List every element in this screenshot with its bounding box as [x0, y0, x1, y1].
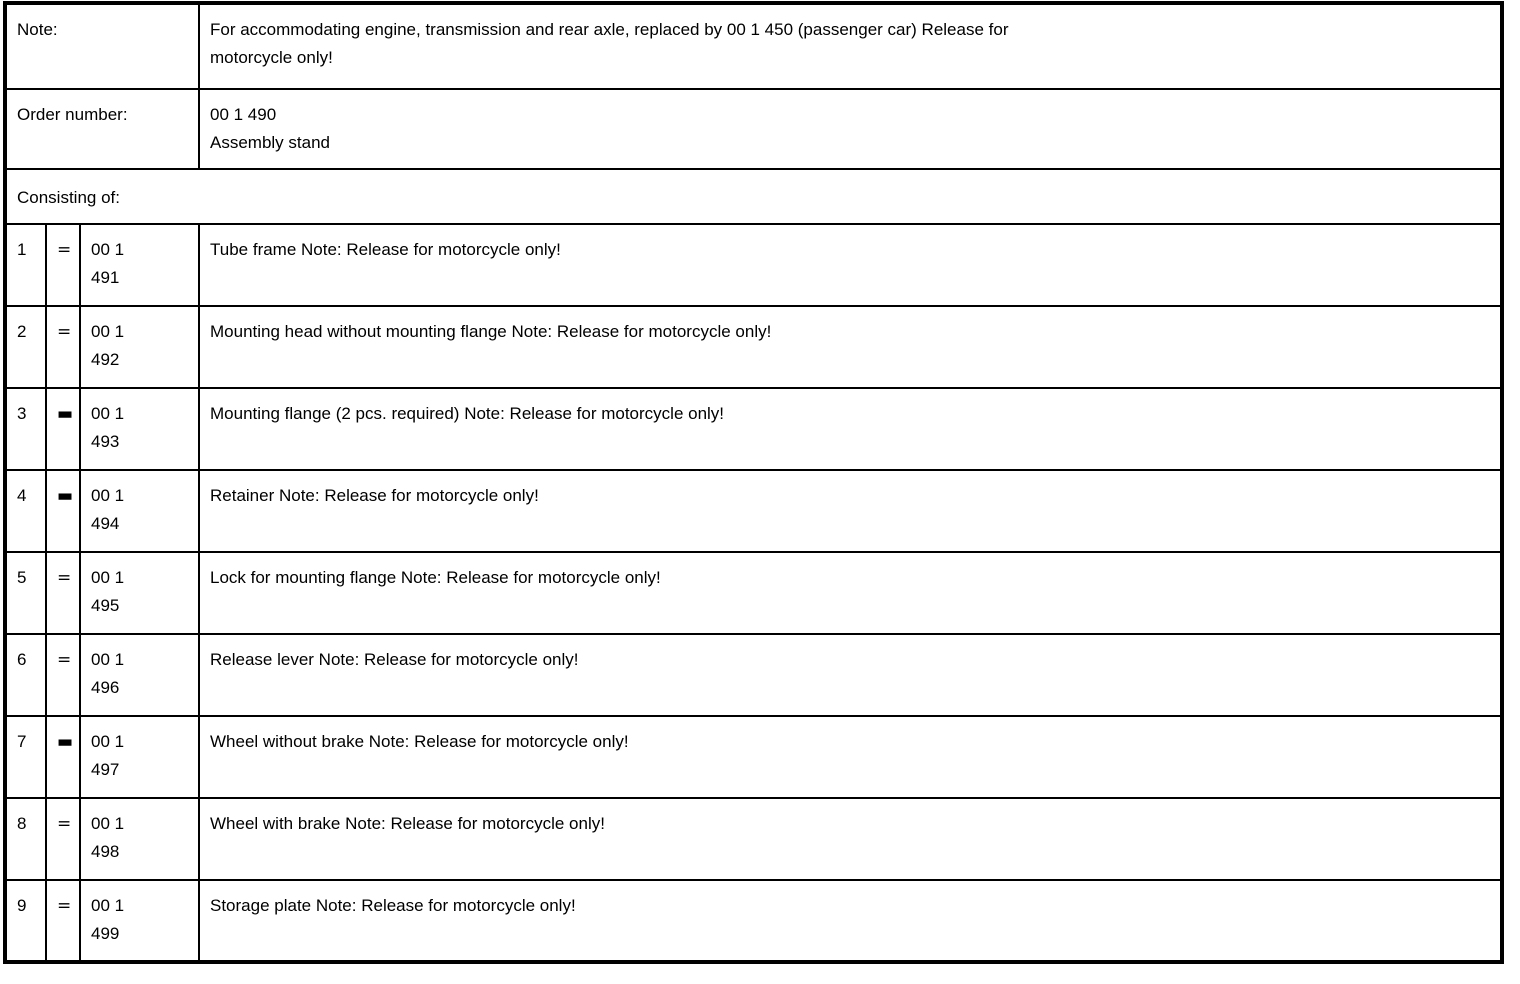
- item-number: 9: [5, 880, 46, 962]
- item-row: [5, 388, 1502, 470]
- item-equals-symbol: =: [46, 798, 80, 880]
- item-equals-symbol: =: [46, 880, 80, 962]
- item-part-number-line-2: 496: [91, 678, 120, 697]
- item-part-number-line-2: 494: [91, 514, 120, 533]
- note-content-line-2: motorcycle only!: [210, 48, 333, 67]
- item-row: [5, 552, 1502, 634]
- order-number-value: 00 1 490: [210, 105, 277, 124]
- item-part-number-line-2: 495: [91, 596, 120, 615]
- item-part-number-line-1: 00 1: [91, 322, 125, 341]
- consisting-header-row: [5, 169, 1502, 224]
- item-description: Lock for mounting flange Note: Release for motorcycle only!: [199, 552, 1502, 634]
- order-number-content: [199, 89, 1502, 169]
- item-row: [5, 798, 1502, 880]
- order-number-row: [5, 89, 1502, 169]
- item-equals-symbol: =: [46, 552, 80, 634]
- item-row: [5, 880, 1502, 962]
- item-number: 6: [5, 634, 46, 716]
- note-label: Note:: [5, 3, 199, 89]
- item-description: Wheel with brake Note: Release for motorcycle only!: [199, 798, 1502, 880]
- item-part-number-line-1: 00 1: [91, 486, 125, 505]
- item-equals-symbol: ▬: [46, 716, 80, 798]
- item-number: 5: [5, 552, 46, 634]
- item-description: Storage plate Note: Release for motorcycle only!: [199, 880, 1502, 962]
- item-part-number: [80, 224, 199, 306]
- parts-table-wrapper: [3, 1, 1504, 964]
- item-part-number: [80, 716, 199, 798]
- item-part-number-line-1: 00 1: [91, 568, 125, 587]
- item-part-number-line-1: 00 1: [91, 732, 125, 751]
- item-part-number-line-2: 491: [91, 268, 120, 287]
- item-description: Mounting flange (2 pcs. required) Note: Release for motorcycle only!: [199, 388, 1502, 470]
- item-number: 7: [5, 716, 46, 798]
- parts-table: [3, 1, 1504, 964]
- order-number-label: Order number:: [5, 89, 199, 169]
- item-description: Retainer Note: Release for motorcycle only!: [199, 470, 1502, 552]
- item-equals-symbol: =: [46, 634, 80, 716]
- item-part-number: [80, 388, 199, 470]
- consisting-header: Consisting of:: [5, 169, 1502, 224]
- item-row: [5, 634, 1502, 716]
- item-part-number-line-1: 00 1: [91, 814, 125, 833]
- item-part-number: [80, 470, 199, 552]
- item-part-number-line-2: 493: [91, 432, 120, 451]
- item-number: 2: [5, 306, 46, 388]
- note-content-line-1: For accommodating engine, transmission and rear axle, replaced by 00 1 450 (passenger car) Release for: [210, 20, 1009, 39]
- item-number: 8: [5, 798, 46, 880]
- item-number: 3: [5, 388, 46, 470]
- item-part-number: [80, 634, 199, 716]
- items-body: [5, 224, 1502, 962]
- item-description: Tube frame Note: Release for motorcycle only!: [199, 224, 1502, 306]
- order-item-name: Assembly stand: [210, 133, 330, 152]
- item-part-number: [80, 880, 199, 962]
- item-equals-symbol: ▬: [46, 470, 80, 552]
- item-part-number-line-2: 497: [91, 760, 120, 779]
- item-number: 4: [5, 470, 46, 552]
- item-row: [5, 470, 1502, 552]
- item-number: 1: [5, 224, 46, 306]
- item-equals-symbol: ▬: [46, 388, 80, 470]
- note-row: [5, 3, 1502, 89]
- item-part-number-line-1: 00 1: [91, 404, 125, 423]
- item-part-number-line-2: 492: [91, 350, 120, 369]
- item-part-number-line-1: 00 1: [91, 240, 125, 259]
- item-part-number-line-1: 00 1: [91, 896, 125, 915]
- item-part-number-line-1: 00 1: [91, 650, 125, 669]
- item-part-number: [80, 552, 199, 634]
- item-description: Wheel without brake Note: Release for motorcycle only!: [199, 716, 1502, 798]
- item-equals-symbol: =: [46, 224, 80, 306]
- item-part-number-line-2: 499: [91, 924, 120, 943]
- item-part-number-line-2: 498: [91, 842, 120, 861]
- item-description: Release lever Note: Release for motorcycle only!: [199, 634, 1502, 716]
- item-equals-symbol: =: [46, 306, 80, 388]
- item-part-number: [80, 798, 199, 880]
- item-row: [5, 716, 1502, 798]
- item-row: [5, 306, 1502, 388]
- note-content: [199, 3, 1502, 89]
- item-row: [5, 224, 1502, 306]
- item-description: Mounting head without mounting flange Note: Release for motorcycle only!: [199, 306, 1502, 388]
- item-part-number: [80, 306, 199, 388]
